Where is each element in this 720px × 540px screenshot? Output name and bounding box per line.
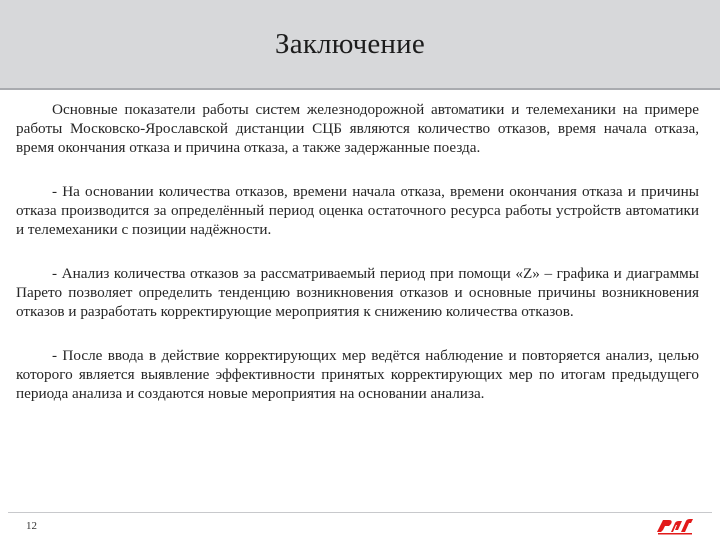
slide-body <box>16 100 699 428</box>
page-number: 12 <box>26 520 37 532</box>
paragraph-pareto-analysis: - Анализ количества отказов за рассматриваемый период при помощи «Z» – графика и диаграммы Парето позволяет определить тенденцию возникновения отказов и основные причины возникновения отказов и разработать корректирующие мероприятия к снижению количества отказов. <box>16 265 699 320</box>
title-bar <box>0 0 720 90</box>
slide-title: Заключение <box>275 28 425 60</box>
paragraph-corrective-measures: - После ввода в действие корректирующих мер ведётся наблюдение и повторяется анализ, целью которого является выявление эффективности принятых корректирующих мер по итогам предыдущего периода анализа и создаются новые мероприятия на основании анализа. <box>16 347 699 402</box>
footer-divider <box>8 512 712 513</box>
rzd-logo-icon <box>655 512 695 536</box>
paragraph-resource-assessment: - На основании количества отказов, времени начала отказа, времени окончания отказа и причины отказа производится за определённый период оценка остаточного ресурса работы устройств автоматики и телемеханики с позиции надёжности. <box>16 183 699 238</box>
paragraph-intro: Основные показатели работы систем железнодорожной автоматики и телемеханики на примере работы Московско-Ярославской дистанции СЦБ являются количество отказов, время начала отказа, время окончания отказа и причина отказа, а также задержанные поезда. <box>16 101 699 156</box>
